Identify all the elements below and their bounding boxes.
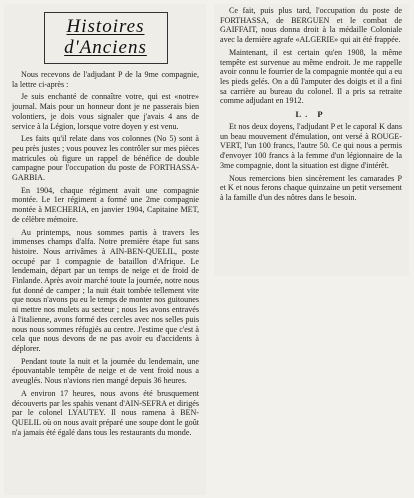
paragraph: Pendant toute la nuit et la journée du lendemain, une épouvantable tempête de neige et de vent froid nous a aveuglés. Nous n'avions rien mangé depuis 36 heures. — [12, 356, 199, 386]
article-column-right — [214, 4, 409, 276]
paragraph: Nous remercions bien sincèrement les camarades P et K et nous ferons chaque quinzaine un petit versement à la famille d'un des nôtres dans le besoin. — [220, 173, 402, 202]
article-column-left — [4, 4, 206, 495]
article-title-line-2: d'Anciens — [64, 37, 147, 58]
paragraph: Nous recevons de l'adjudant P de la 9me compagnie, la lettre ci-après : — [12, 70, 199, 89]
paragraph: Au printemps, nous sommes partis à travers les immenses champs d'alfa. Notre première étape fut sans histoire. Nous arrivâmes à AIN-BEN-QUELIL, poste occupé par 1 compagnie de bataillon d'Afrique. Le lendemain, départ par un temps de neige et de froid de Finlande. Après avoir marché toute la journée, notre nous fut donné de camper ; la nuit était tombée tellement vite que nous n'avons pu eu le temps de monter nos guitounes ni mettre nos mulets au secteur ; nous les avons entravés à l'italienne, avons formé des cercles avec nos selles puis nous nous sommes réfugiés au centre. J'estime que c'est à cela que nous devons de ne pas avoir eu d'accidents à déplorer. — [12, 227, 199, 353]
paragraph: Je suis enchanté de connaître votre, qui est «notre» journal. Mais pour un honneur dont je ne passerais bien volontiers, je dois vous signaler que j'avais 4 ans de service à la Légion, lorsque votre doyen y est venu. — [12, 92, 199, 131]
paragraph: En 1904, chaque régiment avait une compagnie montée. Le 1er régiment a formé une 2me compagnie montée à MECHERIA, en janvier 1904, Capitaine MET, de célèbre mémoire. — [12, 185, 199, 224]
paragraph: Maintenant, il est certain qu'en 1908, la même tempête est survenue au même endroit. Je me rappelle avoir connu le fourrier de la compagnie montée qui a eu les pieds gelés. On a dû l'amputer des doigts et il a fini sa carrière au bureau du colonel. Il a pris sa retraite comme adjudant en 1912. — [220, 47, 402, 106]
signature: L. P — [295, 109, 327, 120]
paragraph: Ce fait, puis plus tard, l'occupation du poste de FORTHASSA, de BERGUEN et le combat de GAIFFAIT, nous donna droit à la médaille Coloniale avec la dernière agrafe «ALGERIE» qui ait été frappée. — [220, 6, 402, 45]
paragraph: A environ 17 heures, nous avons été brusquement découverts par les spahis venant d'AIN-SEFRA et dirigés par le colonel LYAUTEY. Il nous ramena à BEN-QUELIL où on nous avait préparé une soupe dont le goût n'a jamais été égalé dans tous les restaurants du monde. — [12, 388, 199, 437]
article-title-line-1: Histoires — [66, 16, 145, 37]
paragraph: Les faits qu'il relate dans vos colonnes (No 5) sont à peu près justes ; vous pouvez les contrôler sur mes pièces matricules où figure un rappel de bénéfice de double campagne pour l'occupation du poste de FORTHASSA-GARBIA. — [12, 134, 199, 183]
paragraph: Et nos deux doyens, l'adjudant P et le caporal K dans un beau mouvement d'émulation, ont versé à ROUGE-VERT, l'un 100 francs, l'autre 50. Ce qui nous a permis d'envoyer 100 francs à la femme d'un légionnaire de la 3me compagnie, dont la situation est digne d'intérêt. — [220, 122, 402, 170]
article-title-box — [44, 12, 168, 64]
